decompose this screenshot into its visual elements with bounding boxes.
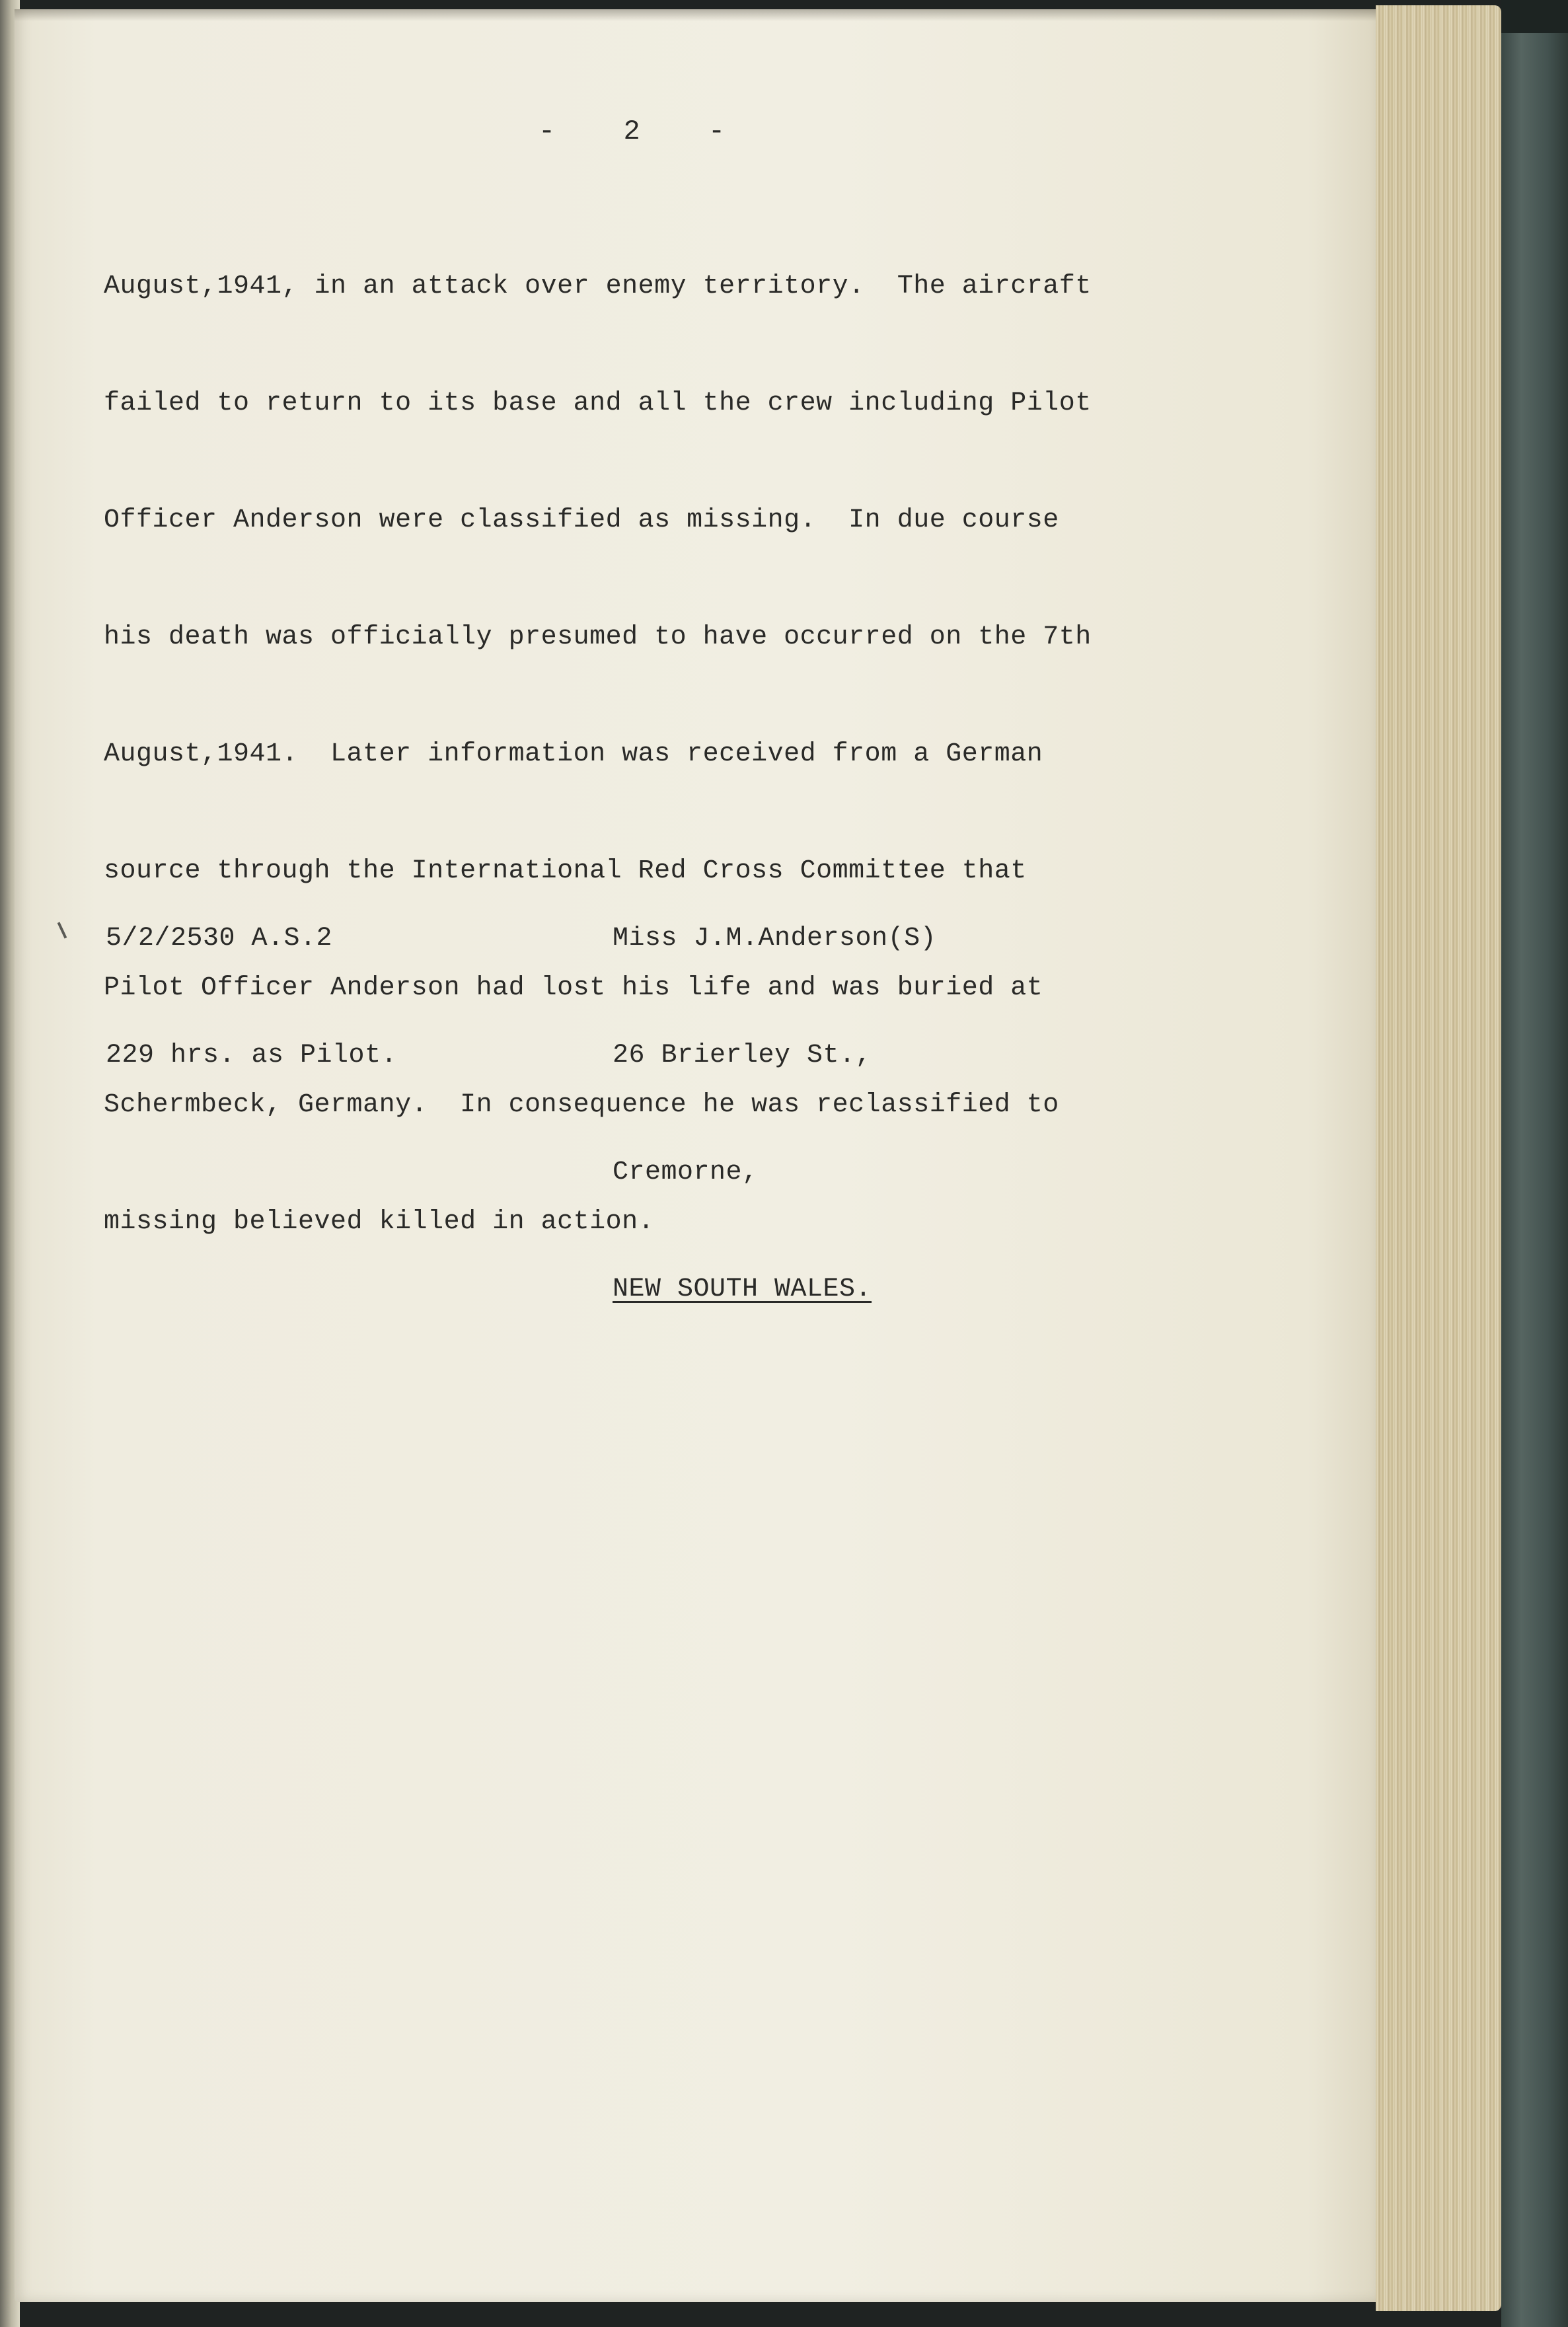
page-number: - 2 - — [539, 116, 726, 147]
next-of-kin-name: Miss J.M.Anderson(S) — [613, 924, 937, 953]
body-line: Schermbeck, Germany. In consequence he was reclassified to — [104, 1090, 1059, 1120]
body-line: failed to return to its base and all the crew including Pilot — [104, 388, 1092, 418]
body-line: August,1941. Later information was received from a German — [104, 739, 1043, 769]
body-line: August,1941, in an attack over enemy territory. The aircraft — [104, 272, 1092, 301]
body-line: his death was officially presumed to have occurred on the 7th — [104, 622, 1092, 652]
book-cover-edge — [1501, 0, 1568, 2327]
address-state: NEW SOUTH WALES. — [613, 1274, 872, 1304]
address-street: 26 Brierley St., — [613, 1041, 872, 1070]
page-top-shadow — [15, 9, 1501, 21]
next-of-kin-address — [613, 850, 936, 1378]
page-stack-edge — [1376, 5, 1501, 2311]
file-reference-block — [106, 850, 397, 1144]
body-line: Officer Anderson were classified as missing. In due course — [104, 505, 1059, 535]
flying-hours: 229 hrs. as Pilot. — [106, 1041, 398, 1070]
file-reference: 5/2/2530 A.S.2 — [106, 924, 333, 953]
body-line: source through the International Red Cross Committee that — [104, 856, 1027, 886]
body-line: Pilot Officer Anderson had lost his life and was buried at — [104, 973, 1043, 1003]
address-suburb: Cremorne, — [613, 1158, 759, 1187]
body-line: missing believed killed in action. — [104, 1207, 655, 1237]
